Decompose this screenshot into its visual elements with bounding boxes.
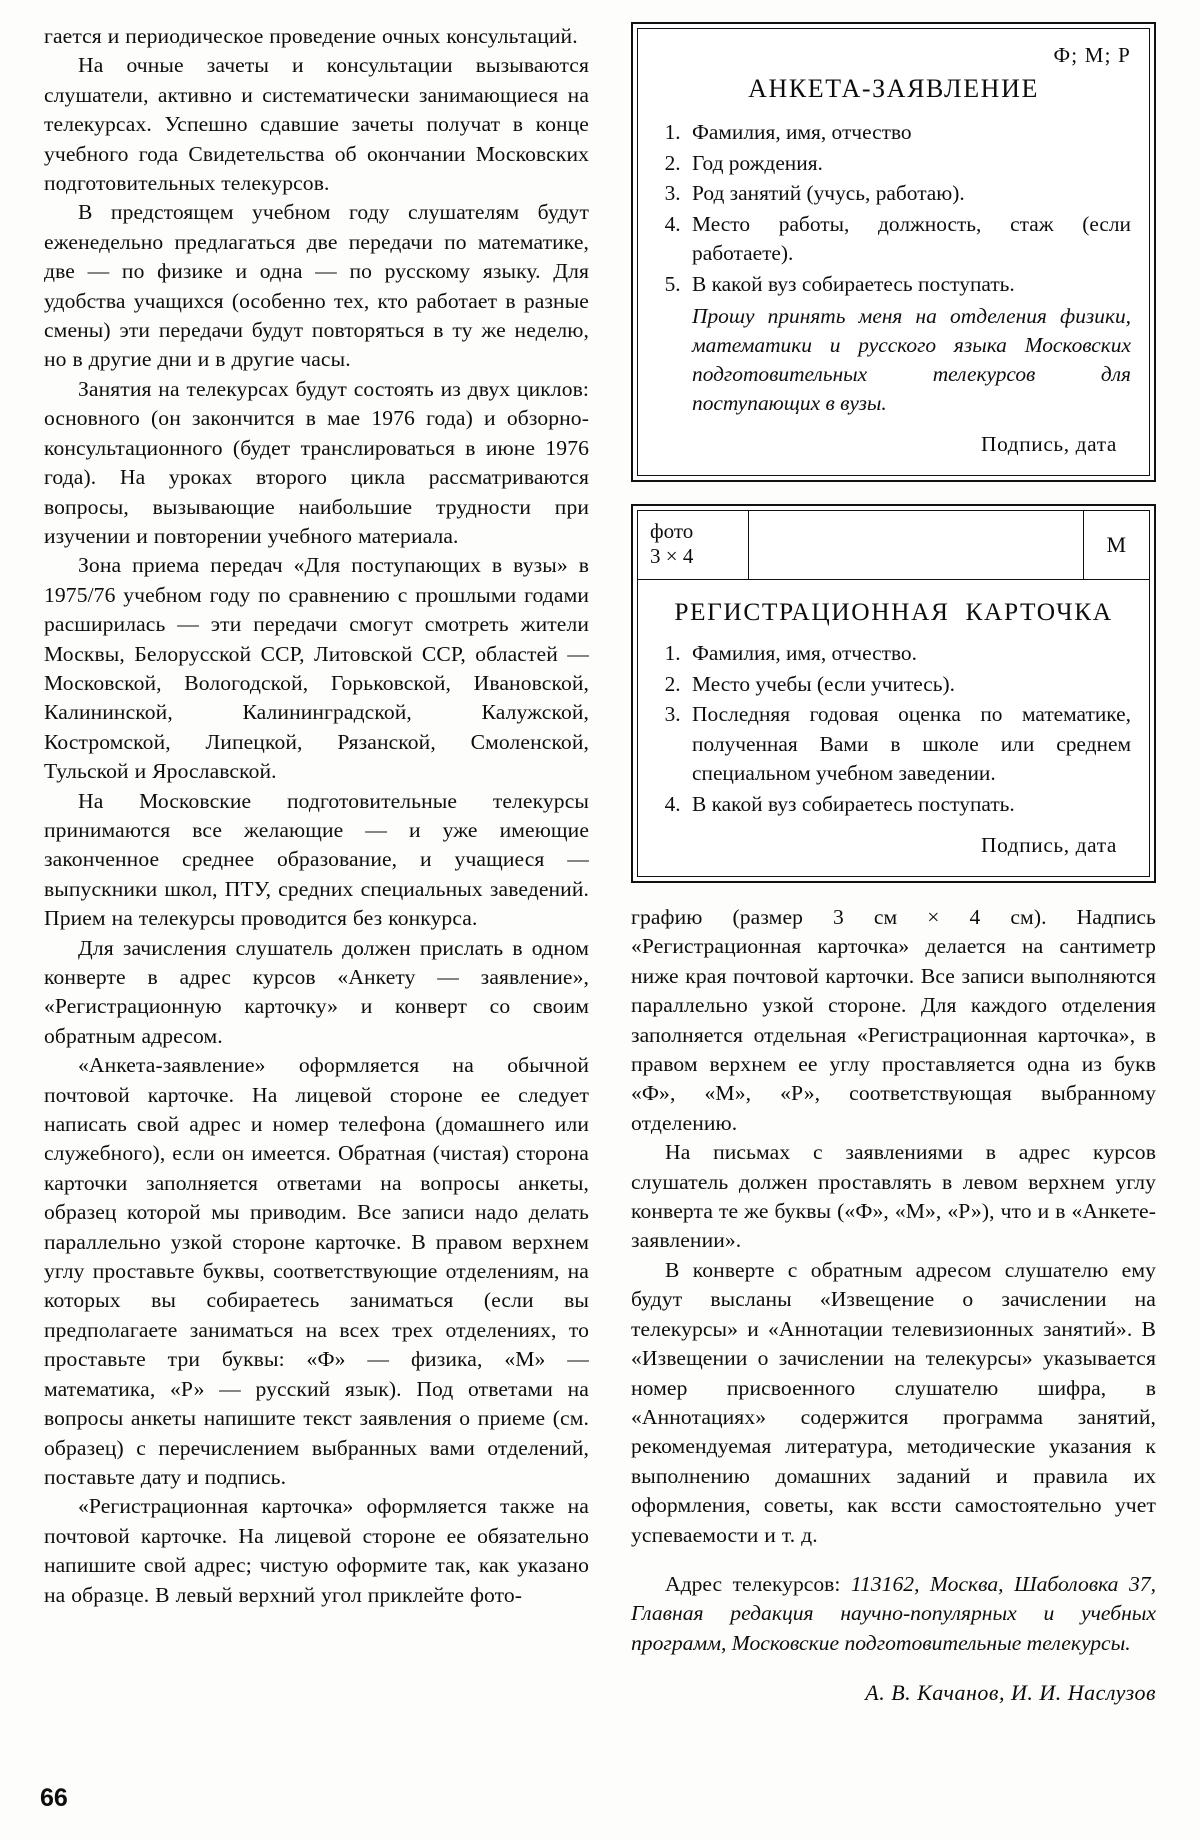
right-text-column	[631, 22, 1156, 1706]
registration-card-items	[656, 639, 1131, 819]
list-item	[686, 179, 1131, 209]
list-item-text: 4. Место работы, должность, стаж (если работаете).	[692, 211, 1131, 265]
application-statement-text: Прошу принять меня на отделения физики, математики и русского языка Московских подготовительных телекурсов для поступающих в вузы.	[692, 304, 1131, 415]
registration-card-body	[638, 580, 1149, 876]
authors-line: А. В. Качанов, И. И. Наслузов	[865, 1680, 1156, 1706]
department-letter: М	[1083, 511, 1149, 579]
address-prefix: Адрес телекурсов:	[665, 1571, 851, 1596]
list-item-text: 3. Род занятий (учусь, работаю).	[692, 181, 965, 205]
signature-line: Подпись, дата	[981, 833, 1117, 857]
application-form-card	[631, 22, 1156, 482]
paragraph: На Московские подготовительные телекурсы принимаются все желающие — и уже имеющие законченное среднее образование, и учащиеся — выпускники школ, ПТУ, средних специальных заведений. Прием на телекурсы проводится без конкурса.	[44, 788, 589, 931]
paragraph: Зона приема передач «Для поступающих в вузы» в 1975/76 учебном году по сравнению с прошлыми годами расширилась — эти передачи смогут смотреть жители Москвы, Белорусской ССР, Литовской ССР, областей — Московской, Вологодской, Горьковской, Ивановской, Калининской, Калининградской, Калужской, Костромской, Липецкой, Рязанской, Смоленской, Тульской и Ярославской.	[44, 553, 589, 784]
list-item-text: 2. Место учебы (если учитесь).	[692, 671, 956, 696]
paragraph: «Регистрационная карточка» оформляется также на почтовой карточке. На лицевой стороне ее обязательно напишите свой адрес; чистую оформите так, как указано на образце. В левый верхний угол приклейте фото-	[44, 1494, 589, 1607]
paragraph: Для зачисления слушатель должен прислать в одном конверте в адрес курсов «Анкету — заявление», «Регистрационную карточку» и конверт со своим обратным адресом.	[44, 935, 589, 1048]
list-item	[686, 118, 1131, 148]
paragraph: На письмах с заявлениями в адрес курсов слушатель должен проставлять в левом верхнем углу конверта те же буквы («Ф», «М», «Р»), что и в «Анкете-заявлении».	[631, 1140, 1156, 1253]
signature-line: Подпись, дата	[981, 432, 1117, 456]
application-form-items	[656, 118, 1131, 418]
paragraph: «Анкета-заявление» оформляется на обычной почтовой карточке. На лицевой стороне ее следует написать свой адрес и номер телефона (домашнего или служебного), если он имеется. Обратная (чистая) сторона карточки заполняется ответами на вопросы анкеты, образец которой мы приводим. Все записи надо делать параллельно узкой стороне карточке. В правом верхнем углу проставьте буквы, соответствующие отделениям, на которых вы собираетесь заниматься (если вы предполагаете заниматься на всех трех отделениях, то проставьте три буквы: «Ф» — физика, «М» — математика, «Р» — русский язык). Под ответами на вопросы анкеты напишите текст заявления о приеме (см. образец) с перечислением выбранных вами отделений, поставьте дату и подпись.	[44, 1053, 589, 1489]
paragraph: Занятия на телекурсах будут состоять из двух циклов: основного (он закончится в мае 1976 года) и обзорно-консультационного (будет транслироваться в июне 1976 года). На уроках второго цикла рассматриваются вопросы, вызывающие наибольшие трудности при изучении и повторении учебного материала.	[44, 376, 589, 548]
registration-card-header	[638, 511, 1149, 580]
list-item-text: 3. Последняя годовая оценка по математике, полученная Вами в школе или среднем специальном учебном заведении.	[692, 702, 1131, 785]
list-item-text: 5. В какой вуз собираетесь поступать.	[692, 271, 1015, 296]
paragraph: гается и периодическое проведение очных консультаций.	[44, 24, 578, 48]
registration-card-title: РЕГИСТРАЦИОННАЯ КАРТОЧКА	[674, 598, 1113, 626]
address-value: 113162, Москва, Шаболовка 37, Главная редакция научно-популярных и учебных программ, Московские подготовительные телекурсы.	[631, 1571, 1156, 1655]
registration-card	[631, 504, 1156, 883]
address-paragraph	[631, 1570, 1156, 1658]
list-item-text: 2. Год рождения.	[692, 150, 823, 175]
two-column-layout	[44, 22, 1156, 1706]
department-letters: Ф; М; Р	[1053, 43, 1131, 67]
list-item-text: 4. В какой вуз собираетесь поступать.	[692, 791, 1015, 816]
paragraph: На очные зачеты и консультации вызываются слушатели, активно и систематически занимающиеся на телекурсах. Успешно сдавшие зачеты получат в конце учебного года Свидетельства об окончании Московских подготовительных телекурсов.	[44, 53, 589, 196]
application-form-title: АНКЕТА-ЗАЯВЛЕНИЕ	[748, 74, 1039, 103]
paragraph: В конверте с обратным адресом слушателю ему будут высланы «Извещение о зачислении на телекурсы» и «Аннотации телевизионных занятий». В «Извещении о зачислении на телекурсы» указывается номер присвоенного слушателю шифра, в «Аннотациях» содержится программа занятий, рекомендуемая литература, методические указания к выполнению домашних заданий и правила их оформления, советы, как вссти самостоятельно учет успеваемости и т. д.	[631, 1257, 1156, 1547]
application-form-inner	[637, 28, 1150, 476]
photo-label: фото	[650, 519, 694, 543]
photo-size-label: 3 × 4	[650, 544, 694, 568]
header-spacer	[749, 511, 1083, 579]
list-item-text: 1. Фамилия, имя, отчество	[692, 120, 912, 144]
list-item	[686, 790, 1131, 820]
photo-placeholder	[638, 511, 749, 579]
list-item	[686, 639, 1131, 669]
page-number: 66	[40, 1784, 68, 1812]
left-text-column	[44, 22, 589, 1706]
list-item	[686, 700, 1131, 789]
list-item	[686, 270, 1131, 419]
list-item	[686, 670, 1131, 700]
list-item	[686, 149, 1131, 179]
list-item	[686, 210, 1131, 269]
paragraph: графию (размер 3 см × 4 см). Надпись «Регистрационная карточка» делается на сантиметр ниже края почтовой карточки. Все записи выполняются параллельно узкой стороне. Для каждого отделения заполняется отдельная «Регистрационная карточка», в правом верхнем ее углу проставляется одна из букв «Ф», «М», «Р», соответствующая выбранному отделению.	[631, 905, 1156, 1135]
list-item-text: 1. Фамилия, имя, отчество.	[692, 641, 917, 665]
paragraph: В предстоящем учебном году слушателям будут еженедельно предлагаться две передачи по математике, две — по физике и одна — по русскому языку. Для удобства учащихся (особенно тех, кто работает в разные смены) эти передачи будут повторяться в ту же неделю, но в другие дни и в другие часы.	[44, 200, 589, 372]
registration-card-inner	[637, 510, 1150, 877]
